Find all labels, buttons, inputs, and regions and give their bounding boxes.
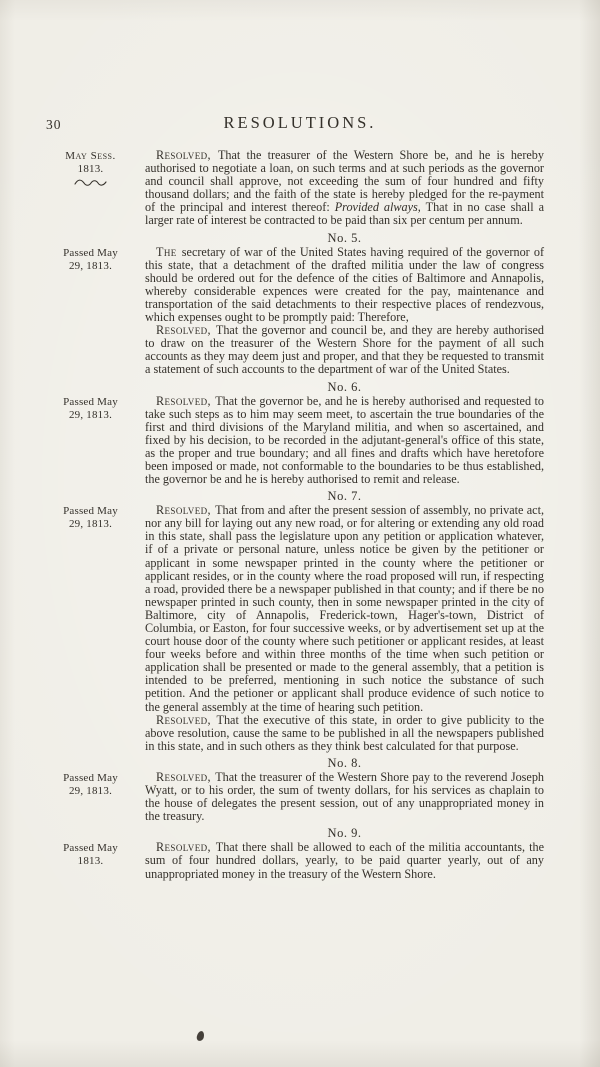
margin-note-line: 1813. bbox=[77, 163, 104, 175]
paragraph-text: That from and after the present session of assembly, no private act, nor any bill for laying out any new road, or for altering or extending any old road in this state, shall pass the legislature upon any petition or application whatever, if of a private or personal nature, unless notice be given by the petitioner or applicant in some newspaper printed in the county where the petitioner or applicant resides, or in the county where the road proposed will run, if respecting a road, provided there be a newspaper published in that county; and if there be no newspaper printed in such county, then in some newspaper printed in the city of Baltimore, city of Annapolis, Frederick-town, Hager's-town, District of Columbia, or Easton, for four successive weeks, or by advertisement set up at the court house door of the county where such petitioner or applicant resides, at least four weeks before and within three months of the time when such petition or application shall be presented or made to the general assembly, that a petition is intended to be preferred, mentioning in such notice the substance of such petition. And the petioner or applicant shall produce evidence of such notice to the general assembly at the time of hearing such petition. bbox=[145, 503, 545, 714]
margin-note-line: 29, 1813. bbox=[68, 408, 113, 421]
resolution-number-row bbox=[145, 826, 544, 840]
paragraph-text: That the governor be, and he is hereby authorised and requested to take such steps as to him may seem meet, to ascertain the true boundaries of the first and third divisions of the Maryland militia, and when so ascertained, and fixed by his decision, to be recorded in the adjutant-general's office of this state, as the proper and true boundary; and all fines and drafts which have heretofore been imposed or made, not conformable to the boundaries to be thus established, the governor be and he is hereby authorised to remit and release. bbox=[145, 393, 544, 487]
paragraph-text: That in no case shall a larger rate of interest be contracted to be paid than six per centum per annum. bbox=[145, 200, 545, 228]
margin-note bbox=[48, 149, 145, 189]
resolution-number-heading: No. 5. bbox=[327, 230, 362, 245]
paragraph-italic: Provided always, bbox=[334, 200, 421, 215]
resolution-number-heading: No. 8. bbox=[327, 755, 362, 770]
paragraph-text: That there shall be allowed to each of the militia accountants, the sum of four hundred dollars, yearly, to be paid quarter yearly, out of any unappropriated money in the treasury of the Western Shore. bbox=[145, 840, 544, 881]
resolution-number-row bbox=[145, 489, 544, 503]
resolution-paragraph bbox=[145, 149, 544, 228]
paragraph-lead: Resolved, bbox=[156, 840, 211, 855]
margin-note-line: Passed May bbox=[63, 395, 118, 408]
margin-note bbox=[48, 771, 145, 798]
paragraph-lead: Resolved, bbox=[156, 323, 211, 338]
section-content bbox=[145, 395, 544, 487]
paragraph-lead: The bbox=[156, 244, 177, 259]
resolution-number-heading: No. 6. bbox=[327, 379, 362, 394]
margin-note-line: 29, 1813. bbox=[68, 518, 113, 531]
resolution-paragraph bbox=[145, 714, 544, 753]
resolution-paragraph bbox=[145, 395, 544, 487]
resolution-paragraph bbox=[145, 246, 544, 325]
resolution-number-row bbox=[145, 380, 544, 394]
margin-note-line: May Sess. bbox=[65, 150, 116, 162]
resolutions-body bbox=[48, 149, 544, 881]
paragraph-text: That the treasurer of the Western Shore pay to the reverend Joseph Wyatt, or to his order, the sum of twenty dollars, for his services as chaplain to the house of delegates the present session, out of any unappropriated money in the treasury. bbox=[145, 769, 545, 824]
margin-note-line: Passed May bbox=[63, 246, 118, 259]
paragraph-lead: Resolved, bbox=[156, 393, 211, 408]
resolution-section bbox=[48, 504, 544, 753]
margin-note bbox=[48, 504, 145, 531]
margin-note bbox=[48, 246, 145, 273]
resolution-number-heading: No. 9. bbox=[327, 826, 362, 841]
paragraph-text: That the governor and council be, and they are hereby authorised to draw on the treasurer of the Western Shore for the payment of all such accounts as they may deem just and proper, and that they be requested to transmit a statement of such accounts to the department of war of the United States. bbox=[145, 323, 545, 377]
paragraph-text: That the treasurer of the Western Shore be, and he is hereby authorised to negotiate a loan, on such terms and at such periods as the governor and council shall approve, not exceeding the sum of four hundred and fifty thousand dollars; and the faith of the state is hereby pledged for the re-payment of the principal and interest thereof: bbox=[145, 148, 544, 215]
section-content bbox=[145, 771, 544, 823]
paragraph-lead: Resolved, bbox=[156, 148, 211, 162]
section-content bbox=[145, 149, 544, 228]
page-number: 30 bbox=[46, 117, 62, 132]
resolution-paragraph bbox=[145, 841, 544, 880]
margin-note-line: 29, 1813. bbox=[68, 259, 113, 272]
resolution-number-row bbox=[145, 231, 544, 245]
resolution-paragraph bbox=[145, 504, 544, 714]
resolution-section bbox=[48, 149, 544, 228]
resolution-number-heading: No. 7. bbox=[327, 489, 362, 504]
margin-note bbox=[48, 395, 145, 422]
resolution-section bbox=[48, 246, 544, 377]
margin-note-line: Passed May bbox=[63, 505, 118, 518]
resolution-section bbox=[48, 771, 544, 823]
paragraph-lead: Resolved, bbox=[156, 503, 211, 518]
section-content bbox=[145, 841, 544, 880]
resolution-number-row bbox=[145, 756, 544, 770]
paragraph-text: That the executive of this state, in order to give publicity to the above resolution, cause the same to be published in all the newspapers published in this state, and in such others as they think best calculated for that purpose. bbox=[145, 712, 544, 753]
page-title: RESOLUTIONS. bbox=[223, 113, 377, 132]
section-content bbox=[145, 246, 544, 377]
resolution-section bbox=[48, 841, 544, 880]
margin-note-line: 1813. bbox=[77, 855, 104, 868]
margin-note-line: 29, 1813. bbox=[68, 784, 113, 797]
paragraph-lead: Resolved, bbox=[156, 769, 211, 784]
paragraph-lead: Resolved, bbox=[156, 712, 211, 727]
resolution-paragraph bbox=[145, 771, 544, 823]
margin-note-line: Passed May bbox=[63, 771, 118, 784]
resolution-section bbox=[48, 395, 544, 487]
margin-note-line: Passed May bbox=[63, 842, 118, 855]
resolution-paragraph bbox=[145, 324, 544, 376]
flourish-icon bbox=[73, 177, 109, 189]
margin-note bbox=[48, 841, 145, 868]
ink-spot bbox=[196, 1030, 205, 1041]
section-content bbox=[145, 504, 544, 753]
paragraph-text: secretary of war of the United States having required of the governor of this state, that a detachment of the drafted militia under the law of congress should be ordered out for the defence of the cities of Baltimore and Annapolis, whereby considerable expences were created for the pay, maintenance and transportation of the said detachments to their respective places of rendezvous, which expenses ought to be promptly paid: Therefore, bbox=[145, 244, 545, 325]
page-header bbox=[0, 113, 600, 137]
